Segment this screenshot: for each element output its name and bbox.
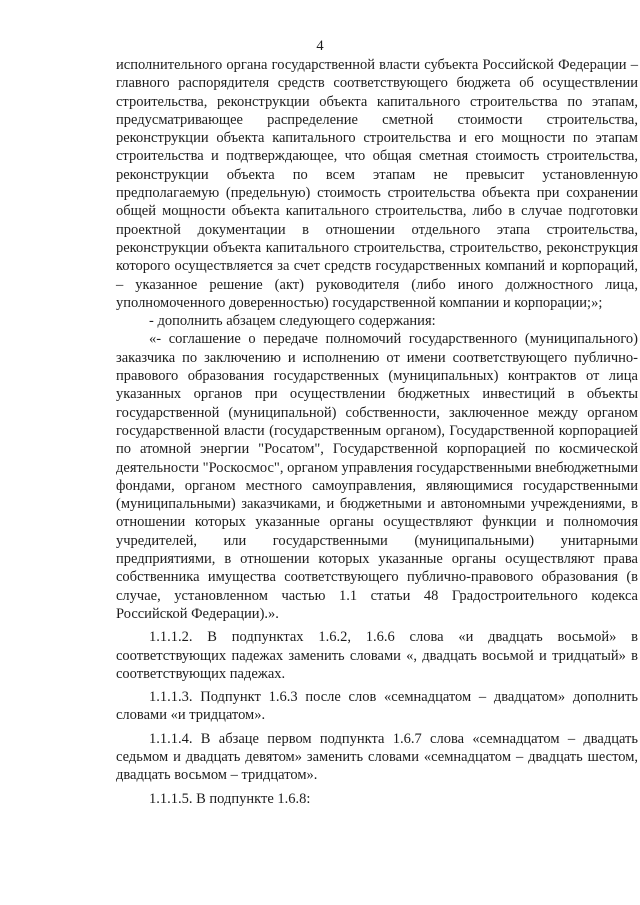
paragraph-1-1-1-3: 1.1.1.3. Подпункт 1.6.3 после слов «семнадцатом – двадцатом» дополнить словами «и тридцатом». bbox=[116, 689, 638, 724]
paragraph-1-1-1-4: 1.1.1.4. В абзаце первом подпункта 1.6.7 слова «семнадцатом – двадцать седьмом и двадцать девятом» заменить словами «семнадцатом – двадцать шестом, двадцать восьмом – тридцатом». bbox=[116, 730, 638, 784]
paragraph-1-1-1-2: 1.1.1.2. В подпунктах 1.6.2, 1.6.6 слова «и двадцать восьмой» в соответствующих падежах заменить словами «, двадцать восьмой и тридцатый» в соответствующих падежах. bbox=[116, 629, 638, 682]
page-number: 4 bbox=[316, 38, 324, 54]
body-text bbox=[116, 56, 638, 808]
paragraph-decision-continuation: исполнительного органа государственной власти субъекта Российской Федерации – главного распорядителя средств соответствующего бюджета об осуществлении строительства, реконструкции объекта капитального строительства по этапам, предусматривающее распределение сметной стоимости строительства, реконструкции объекта капитального строительства и его мощности по этапам строительства и подтверждающее, что общая сметная стоимость строительства, реконструкции объекта по всем этапам не превысит установленную предполагаемую (предельную) стоимость строительства объекта при сохранении общей мощности объекта капитального строительства, либо в случае подготовки проектной документации в отношении отдельного этапа строительства, реконструкции объекта капитального строительства, строительство, реконструкция которого осуществляется за счет средств государственных компаний и корпораций, – указанное решение (акт) руководителя (либо иного должностного лица, уполномоченного доверенностью) государственной компании и корпорации;»; bbox=[116, 57, 638, 311]
paragraph-1-1-1-5: 1.1.1.5. В подпункте 1.6.8: bbox=[149, 790, 311, 807]
paragraph-agreement: «- соглашение о передаче полномочий государственного (муниципального) заказчика по заключению и исполнению от имени соответствующего публично-правового образования государственных (муниципальных) контрактов от лица указанных органов при осуществлении бюджетных инвестиций в объекты государственной (муниципальной) собственности, заключенное между органом государственной власти (государственным органом), Государственной корпорацией по атомной энергии "Росатом", Государственной корпорацией по космической деятельности "Роскосмос", органом управления государственными внебюджетными фондами, органом местного самоуправления, являющимися государственными (муниципальными) заказчиками, и бюджетными и автономными учреждениями, в отношении которых указанные органы осуществляют функции и полномочия учредителей, или государственными (муниципальными) унитарными предприятиями, в отношении которых указанные органы осуществляют права собственника имущества соответствующего публично-правового образования (в случае, установленном частью 1.1 статьи 48 Градостроительного кодекса Российской Федерации).». bbox=[116, 331, 638, 622]
paragraph-add-clause: - дополнить абзацем следующего содержания: bbox=[149, 313, 436, 330]
